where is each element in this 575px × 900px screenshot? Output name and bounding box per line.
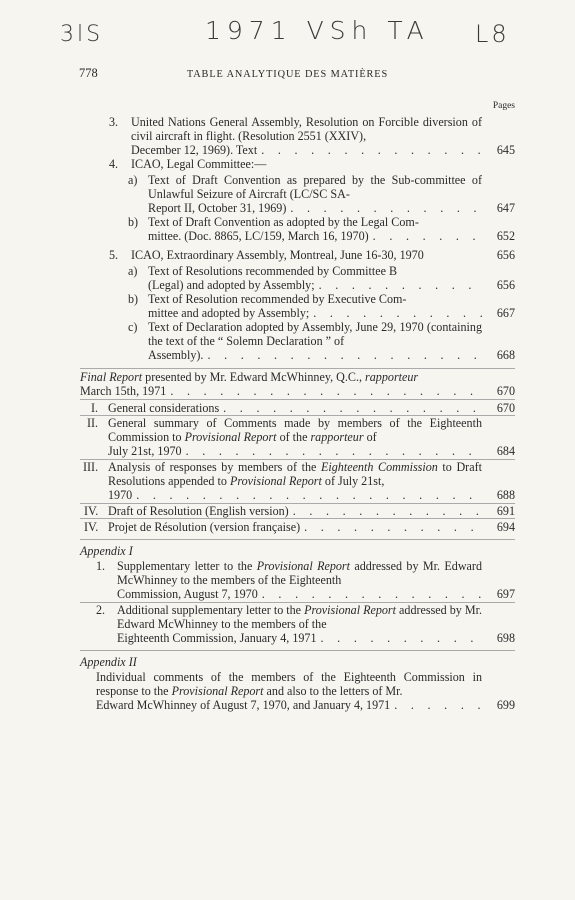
toc-entry: 3. United Nations General Assembly, Resolution on Forcible diversion of civil aircraft in flight. (Resolution 2551 (XXIV), December 12, 1969). Text . . . 645: [131, 116, 515, 158]
toc-entry: b) Text of Draft Convention as adopted by the Legal Com- mittee. (Doc. 8865, LC/159, March 16, 1970) . . . 652: [148, 216, 515, 244]
page-ref: 656: [496, 248, 515, 262]
page-ref: 656: [496, 277, 515, 292]
page-ref: 694: [496, 520, 515, 534]
toc-entry: 2. Additional supplementary letter to the Provisional Report addressed by Mr. Edward McWhinney to the members of the Eighteenth Commission, January 4, 1971 . . . 698: [117, 604, 515, 646]
page-ref: 670: [496, 383, 515, 398]
toc-entry: a) Text of Resolutions recommended by Committee B (Legal) and adopted by Assembly; . . . 656: [148, 265, 515, 293]
section-divider: [80, 539, 515, 540]
page-ref: 691: [496, 504, 515, 518]
page-ref: 698: [496, 630, 515, 645]
toc-entry: Final Report presented by Mr. Edward McWhinney, Q.C., rapporteur March 15th, 1971 . . . 670: [80, 371, 515, 399]
pages-column-label: Pages: [492, 101, 515, 111]
page-ref: 699: [496, 697, 515, 712]
toc-entry: c) Text of Declaration adopted by Assembly, June 29, 1970 (containing the text of the “ Solemn Declaration ” of Assembly). . . . 668: [148, 321, 515, 363]
toc-entry: 1. Supplementary letter to the Provisional Report addressed by Mr. Edward McWhinney to the members of the Eighteenth Commission, August 7, 1970 . . . 697: [117, 560, 515, 602]
handwritten-note-left: 3lS: [60, 22, 104, 47]
appendix-heading: Appendix II: [80, 655, 137, 669]
page-ref: 697: [496, 586, 515, 601]
toc-entry: IV. Projet de Résolution (version française) . . . 694: [108, 521, 515, 535]
toc-entry: 4. ICAO, Legal Committee:—: [109, 157, 267, 171]
toc-entry: 5. ICAO, Extraordinary Assembly, Montreal, June 16-30, 1970 656: [109, 248, 515, 262]
page-ref: 684: [496, 443, 515, 458]
page-number: 778: [79, 66, 98, 80]
page-ref: 688: [496, 487, 515, 502]
appendix-heading: Appendix I: [80, 544, 133, 558]
toc-entry: II. General summary of Comments made by members of the Eighteenth Commission to Provisional Report of the rapporteur of July 21st, 1970 . . . 684: [108, 417, 515, 459]
section-divider: [80, 399, 515, 400]
section-divider: [80, 650, 515, 651]
toc-entry: b) Text of Resolution recommended by Executive Com- mittee and adopted by Assembly; . . . 667: [148, 293, 515, 321]
page-ref: 668: [496, 347, 515, 362]
toc-entry: I. General considerations . . . 670: [108, 402, 515, 416]
toc-entry: Individual comments of the members of the Eighteenth Commission in response to the Provisional Report and also to the letters of Mr. Edward McWhinney of August 7, 1970, and January 4, 1971 . . . 699: [96, 671, 515, 713]
page-ref: 667: [496, 305, 515, 320]
running-title: TABLE ANALYTIQUE DES MATIÈRES: [186, 69, 389, 80]
section-divider: [80, 368, 515, 369]
section-divider: [80, 518, 515, 519]
page-ref: 652: [496, 228, 515, 243]
page-ref: 645: [496, 142, 515, 157]
page-ref: 647: [496, 200, 515, 215]
toc-entry: a) Text of Draft Convention as prepared by the Sub-committee of Unlawful Seizure of Aircraft (LC/SC SA- Report II, October 31, 1969) . . . 647: [148, 174, 515, 216]
page-ref: 670: [496, 401, 515, 415]
toc-entry: III. Analysis of responses by members of the Eighteenth Commission to Draft Resolutions appended to Provisional Report of July 21st, 1970 . . . 688: [108, 461, 515, 503]
handwritten-note-center: 1971 VSh TA: [205, 16, 430, 45]
toc-entry: IV. Draft of Resolution (English version) . . . 691: [108, 505, 515, 519]
handwritten-note-right: L8: [475, 20, 510, 48]
